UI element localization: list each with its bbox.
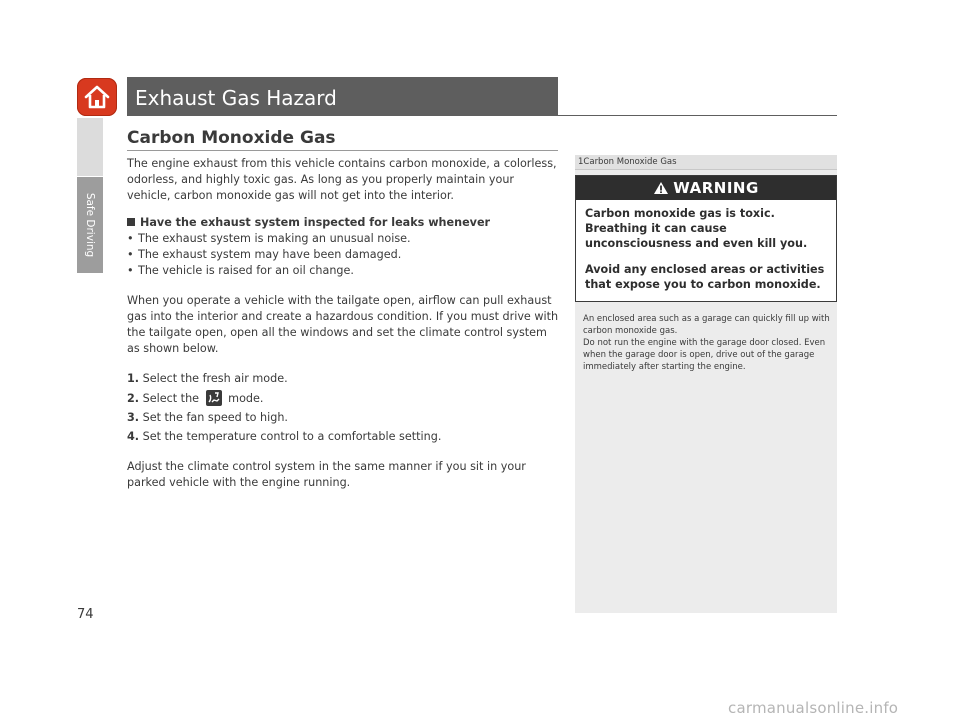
page-title: Exhaust Gas Hazard [135, 86, 337, 110]
closing-paragraph: Adjust the climate control system in the same manner if you sit in your parked vehicle with the engine running. [127, 460, 526, 489]
home-icon [83, 84, 111, 110]
page-number: 74 [77, 607, 94, 622]
step-text: Select the fresh air mode. [142, 372, 288, 385]
home-button[interactable] [77, 78, 117, 116]
list-item: • The exhaust system is making an unusual noise. [127, 231, 559, 247]
side-panel-notes [583, 313, 833, 373]
step-4 [127, 429, 559, 445]
side-tab-label [77, 177, 103, 273]
warning-line: Breathing it can cause unconsciousness and even kill you. [585, 222, 808, 250]
step-3 [127, 410, 559, 426]
warning-triangle-icon [653, 181, 669, 195]
warning-label: WARNING [673, 179, 759, 197]
step-text-after: mode. [228, 392, 264, 405]
main-content [127, 156, 559, 491]
step-2 [127, 390, 559, 407]
list-item: • The vehicle is raised for an oil change. [127, 263, 559, 279]
step-text-before: Select the [142, 392, 200, 405]
inspection-list [127, 231, 559, 279]
step-number: 2. [127, 392, 140, 405]
note-paragraph: An enclosed area such as a garage can quickly fill up with carbon monoxide gas. [583, 314, 830, 336]
page-title-bar [127, 77, 558, 115]
warning-line: Carbon monoxide gas is toxic. [585, 207, 775, 220]
step-number: 3. [127, 411, 140, 424]
note-paragraph: Do not run the engine with the garage door closed. Even when the garage door is open, drive out of the garage immediately after starting the engine. [583, 338, 826, 372]
square-bullet-icon [127, 218, 135, 226]
step-number: 1. [127, 372, 140, 385]
side-panel-heading [578, 157, 677, 167]
reference-marker: 1 [578, 157, 584, 167]
step-number: 4. [127, 430, 140, 443]
warning-header [576, 176, 836, 200]
side-panel-heading-text: Carbon Monoxide Gas [583, 157, 677, 167]
title-divider [127, 115, 837, 116]
inspection-subheading [127, 215, 559, 231]
side-tab-blank [77, 118, 103, 176]
intro-paragraph: The engine exhaust from this vehicle contains carbon monoxide, a colorless, odorless, and highly toxic gas. As long as you properly maintain your vehicle, carbon monoxide gas will not get into the interior. [127, 157, 557, 202]
section-divider [127, 150, 558, 151]
warning-box [575, 175, 837, 302]
watermark: carmanualsonline.info [728, 699, 899, 717]
side-tab-text: Safe Driving [84, 192, 96, 258]
subheading-text: Have the exhaust system inspected for leaks whenever [140, 216, 491, 229]
side-panel-divider [575, 169, 837, 170]
step-text: Set the temperature control to a comfortable setting. [142, 430, 442, 443]
warning-text [585, 206, 833, 292]
step-1 [127, 371, 559, 387]
step-text: Set the fan speed to high. [142, 411, 288, 424]
section-title: Carbon Monoxide Gas [127, 128, 336, 148]
list-item: • The exhaust system may have been damaged. [127, 247, 559, 263]
warning-line: Avoid any enclosed areas or activities that expose you to carbon monoxide. [585, 263, 825, 291]
tailgate-paragraph: When you operate a vehicle with the tailgate open, airflow can pull exhaust gas into the interior and create a hazardous condition. If you must drive with the tailgate open, open all the windows and set the climate control system as shown below. [127, 294, 559, 355]
floor-defrost-mode-icon [206, 390, 222, 406]
